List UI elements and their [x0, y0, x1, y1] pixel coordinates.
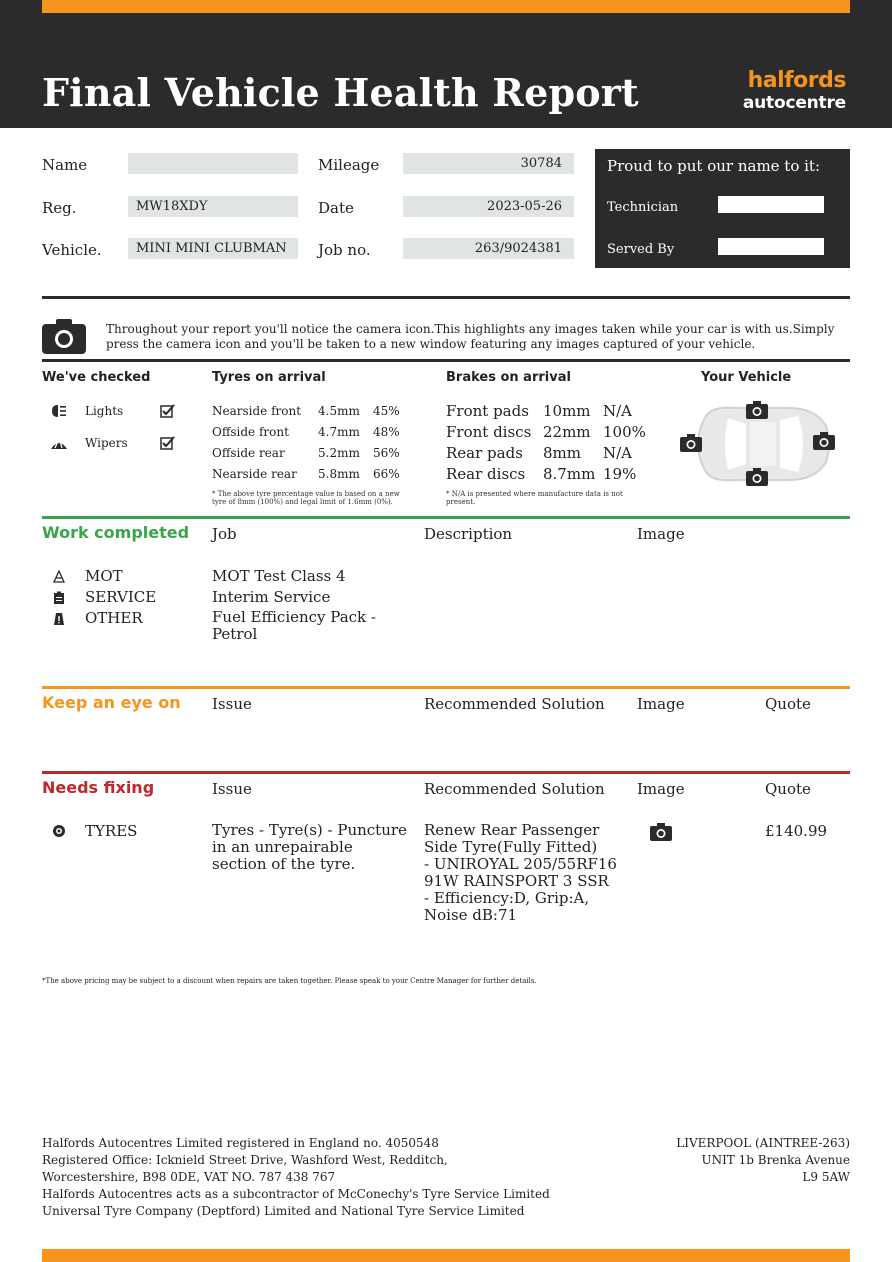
- needs-fixing-divider: [42, 771, 850, 774]
- col-image: Image: [637, 780, 685, 798]
- brake-percent: N/A: [603, 402, 633, 420]
- work-category: SERVICE: [85, 588, 157, 606]
- col-issue: Issue: [212, 695, 252, 713]
- keep-eye-title: Keep an eye on: [42, 693, 181, 712]
- tyre-icon: [52, 823, 66, 842]
- headlight-icon: [50, 403, 68, 422]
- tyre-depth: 4.7mm: [318, 425, 360, 439]
- date-field: 2023-05-26: [403, 196, 574, 217]
- footer-line: Halfords Autocentres Limited registered in England no. 4050548: [42, 1136, 439, 1150]
- vehicle-field: MINI MINI CLUBMAN: [128, 238, 298, 259]
- col-solution: Recommended Solution: [424, 695, 605, 713]
- footer-line: Universal Tyre Company (Deptford) Limited and National Tyre Service Limited: [42, 1204, 525, 1218]
- tyre-position: Offside rear: [212, 446, 285, 460]
- brake-value: 8mm: [543, 444, 581, 462]
- technician-field: [718, 196, 824, 213]
- footer-line: Halfords Autocentres acts as a subcontractor of McConechy's Tyre Service Limited: [42, 1187, 550, 1201]
- camera-icon[interactable]: [746, 401, 768, 423]
- mot-icon: [52, 569, 66, 588]
- branch-line: LIVERPOOL (AINTREE-263): [676, 1136, 850, 1150]
- footer-right: [676, 1135, 850, 1186]
- service-icon: [52, 590, 66, 609]
- divider: [42, 359, 850, 362]
- tyre-percent: 45%: [373, 404, 400, 418]
- brake-part: Rear discs: [446, 465, 526, 483]
- checked-item-label: Wipers: [85, 436, 128, 450]
- served-by-label: Served By: [607, 242, 675, 257]
- work-job: Fuel Efficiency Pack - Petrol: [212, 608, 376, 643]
- brake-value: 10mm: [543, 402, 591, 420]
- served-by-field: [718, 238, 824, 255]
- tyre-depth: 4.5mm: [318, 404, 360, 418]
- fix-issue: Tyres - Tyre(s) - Puncture in an unrepairable section of the tyre.: [212, 821, 407, 873]
- checked-item-label: Lights: [85, 404, 124, 418]
- reg-label: Reg.: [42, 199, 77, 217]
- footer-line: Registered Office: Icknield Street Drive, Washford West, Redditch,: [42, 1153, 448, 1167]
- footer-left: [42, 1135, 550, 1220]
- name-label: Name: [42, 156, 88, 174]
- page-title: Final Vehicle Health Report: [42, 70, 639, 115]
- brakes-heading: Brakes on arrival: [446, 370, 571, 385]
- camera-icon[interactable]: [650, 823, 672, 845]
- date-label: Date: [318, 199, 354, 217]
- brake-part: Rear pads: [446, 444, 523, 462]
- col-image: Image: [637, 525, 685, 543]
- work-category: MOT: [85, 567, 123, 585]
- checkmark-icon: [160, 403, 175, 422]
- fix-category: TYRES: [85, 822, 138, 840]
- checked-heading: We've checked: [42, 370, 151, 385]
- tyre-position: Nearside rear: [212, 467, 297, 481]
- col-issue: Issue: [212, 780, 252, 798]
- brakes-note: * N/A is presented where manufacture data is not present.: [446, 490, 623, 506]
- branch-line: UNIT 1b Brenka Avenue: [701, 1153, 850, 1167]
- tyre-position: Offside front: [212, 425, 289, 439]
- brake-part: Front discs: [446, 423, 532, 441]
- name-field: [128, 153, 298, 174]
- brand-logo-line1: halfords: [747, 68, 846, 93]
- mileage-label: Mileage: [318, 156, 380, 174]
- top-accent-bar: [42, 0, 850, 13]
- tyre-percent: 56%: [373, 446, 400, 460]
- mileage-field: 30784: [403, 153, 574, 174]
- jobno-label: Job no.: [318, 241, 371, 259]
- camera-icon[interactable]: [680, 434, 702, 456]
- col-image: Image: [637, 695, 685, 713]
- col-quote: Quote: [765, 780, 811, 798]
- col-solution: Recommended Solution: [424, 780, 605, 798]
- col-job: Job: [212, 525, 237, 543]
- technician-label: Technician: [607, 200, 679, 215]
- tyre-depth: 5.8mm: [318, 467, 360, 481]
- bottom-accent-bar: [42, 1249, 850, 1262]
- footer-line: Worcestershire, B98 0DE, VAT NO. 787 438 767: [42, 1170, 336, 1184]
- tyre-position: Nearside front: [212, 404, 302, 418]
- staff-panel-title: Proud to put our name to it:: [607, 157, 821, 175]
- brake-part: Front pads: [446, 402, 529, 420]
- branch-line: L9 5AW: [802, 1170, 850, 1184]
- camera-note: Throughout your report you'll notice the camera icon.This highlights any images taken while your car is with us.Simply press the camera icon and you'll be taken to a new window featuring any images captured of your vehicle.: [106, 322, 835, 351]
- tyres-heading: Tyres on arrival: [212, 370, 326, 385]
- work-completed-divider: [42, 516, 850, 519]
- camera-icon: [42, 318, 86, 358]
- col-quote: Quote: [765, 695, 811, 713]
- tyre-percent: 66%: [373, 467, 400, 481]
- needs-fixing-title: Needs fixing: [42, 778, 155, 797]
- staff-panel: [595, 149, 850, 268]
- other-icon: [52, 611, 66, 630]
- brake-value: 22mm: [543, 423, 591, 441]
- camera-icon[interactable]: [746, 468, 768, 490]
- work-completed-title: Work completed: [42, 523, 190, 542]
- vehicle-label: Vehicle.: [42, 241, 102, 259]
- brake-value: 8.7mm: [543, 465, 596, 483]
- wiper-icon: [50, 436, 68, 455]
- checkmark-icon: [160, 435, 175, 454]
- jobno-field: 263/9024381: [403, 238, 574, 259]
- tyre-percent: 48%: [373, 425, 400, 439]
- reg-field: MW18XDY: [128, 196, 298, 217]
- camera-icon[interactable]: [813, 432, 835, 454]
- brake-percent: 19%: [603, 465, 637, 483]
- tyre-depth: 5.2mm: [318, 446, 360, 460]
- col-description: Description: [424, 525, 513, 543]
- pricing-note: *The above pricing may be subject to a discount when repairs are taken together. Please speak to your Centre Manager for further details.: [42, 977, 537, 985]
- work-category: OTHER: [85, 609, 143, 627]
- fix-quote: £140.99: [765, 822, 828, 840]
- brake-percent: N/A: [603, 444, 633, 462]
- work-job: MOT Test Class 4: [212, 567, 346, 585]
- tyre-note: * The above tyre percentage value is based on a new tyre of 8mm (100%) and legal limit of 1.6mm (0%).: [212, 490, 400, 506]
- brand-logo-line2: autocentre: [742, 93, 846, 113]
- work-job: Interim Service: [212, 588, 331, 606]
- keep-eye-divider: [42, 686, 850, 689]
- brake-percent: 100%: [603, 423, 646, 441]
- vehicle-heading: Your Vehicle: [701, 370, 792, 385]
- divider: [42, 296, 850, 299]
- fix-solution: Renew Rear Passenger Side Tyre(Fully Fitted) - UNIROYAL 205/55RF16 91W RAINSPORT 3 SSR - Efficiency:D, Grip:A, Noise dB:71: [424, 821, 617, 924]
